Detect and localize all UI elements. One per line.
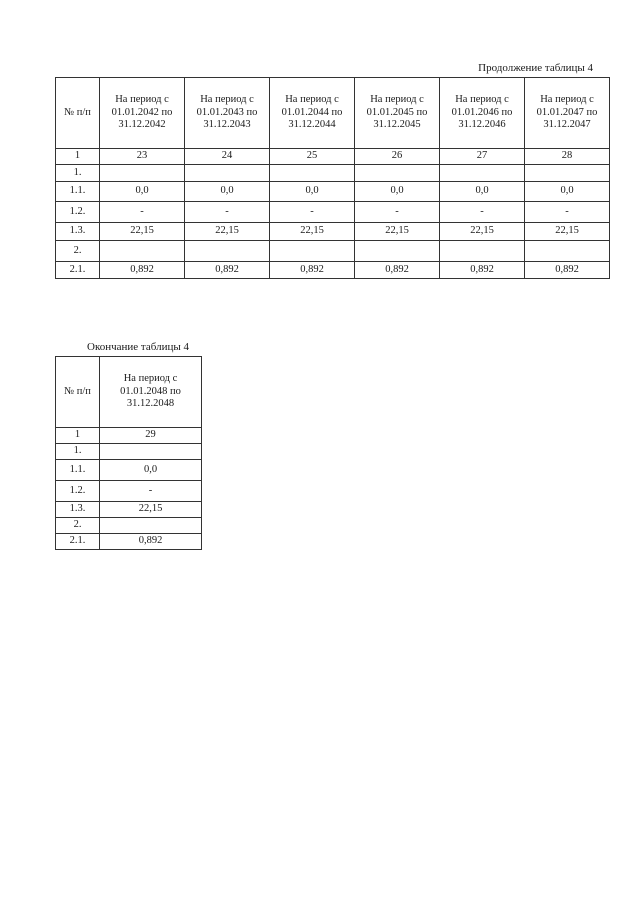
table-row [56, 502, 202, 518]
table-row [56, 202, 610, 223]
table-cell [440, 241, 525, 262]
table-cell [100, 444, 202, 460]
header-period: На период с 01.01.2046 по 31.12.2046 [440, 78, 525, 149]
table-header-row [56, 78, 610, 149]
table-cell [525, 165, 610, 182]
table-cell: 0,0 [525, 182, 610, 202]
table-cell: - [525, 202, 610, 223]
row-number: 1.3. [56, 223, 100, 241]
table-cell: - [355, 202, 440, 223]
header-num: № п/п [56, 357, 100, 428]
table-cell: 27 [440, 149, 525, 165]
table-row [56, 165, 610, 182]
table-cell: - [270, 202, 355, 223]
header-period: На период с 01.01.2042 по 31.12.2042 [100, 78, 185, 149]
header-period: На период с 01.01.2045 по 31.12.2045 [355, 78, 440, 149]
column-index-row [56, 428, 202, 444]
table-row [56, 460, 202, 481]
table-cell: 22,15 [525, 223, 610, 241]
table-cell: 22,15 [355, 223, 440, 241]
table-cell: 0,0 [100, 460, 202, 481]
row-number: 2. [56, 518, 100, 534]
table-cell: 0,892 [270, 262, 355, 279]
table-cell: - [100, 481, 202, 502]
row-number: 1.2. [56, 481, 100, 502]
table-row [56, 534, 202, 550]
tariff-table-ending [55, 356, 202, 550]
row-number: 1.3. [56, 502, 100, 518]
table-cell: - [440, 202, 525, 223]
table-ending-caption: Окончание таблицы 4 [87, 341, 189, 353]
table-row [56, 223, 610, 241]
table-cell: 0,892 [440, 262, 525, 279]
row-number: 1.1. [56, 182, 100, 202]
header-num: № п/п [56, 78, 100, 149]
table-cell: - [100, 202, 185, 223]
table-cell: 0,892 [100, 534, 202, 550]
table-cell: 0,0 [270, 182, 355, 202]
table-cell: 22,15 [100, 502, 202, 518]
tariff-table-continuation [55, 77, 610, 279]
table-cell [100, 241, 185, 262]
row-number: 1. [56, 444, 100, 460]
table-row [56, 481, 202, 502]
table-cell: 26 [355, 149, 440, 165]
table-cell: 0,892 [355, 262, 440, 279]
table-row [56, 182, 610, 202]
table-row [56, 262, 610, 279]
row-number: 2.1. [56, 262, 100, 279]
table-cell: 22,15 [440, 223, 525, 241]
table-cell [185, 165, 270, 182]
column-index-row [56, 149, 610, 165]
table-cell [355, 165, 440, 182]
table-cell: 0,0 [440, 182, 525, 202]
table-cell: 28 [525, 149, 610, 165]
table-header-row [56, 357, 202, 428]
table-row [56, 518, 202, 534]
table-row [56, 444, 202, 460]
row-number: 2.1. [56, 534, 100, 550]
table-row [56, 241, 610, 262]
table-cell [100, 165, 185, 182]
row-number: 2. [56, 241, 100, 262]
table-cell: 29 [100, 428, 202, 444]
table-cell: 1 [56, 149, 100, 165]
table-cell: 1 [56, 428, 100, 444]
row-number: 1.2. [56, 202, 100, 223]
table-cell [270, 165, 355, 182]
table-cell [355, 241, 440, 262]
table-cell: 23 [100, 149, 185, 165]
row-number: 1. [56, 165, 100, 182]
table-cell: 24 [185, 149, 270, 165]
header-period: На период с 01.01.2048 по 31.12.2048 [100, 357, 202, 428]
table-cell: 0,0 [355, 182, 440, 202]
header-period: На период с 01.01.2043 по 31.12.2043 [185, 78, 270, 149]
table-cell: 22,15 [100, 223, 185, 241]
table-cell [525, 241, 610, 262]
table-cell: - [185, 202, 270, 223]
table-cell [270, 241, 355, 262]
table-cell [440, 165, 525, 182]
row-number: 1.1. [56, 460, 100, 481]
table-cell: 0,892 [185, 262, 270, 279]
table-cell: 0,0 [185, 182, 270, 202]
table-cell: 0,892 [525, 262, 610, 279]
table-cell: 0,892 [100, 262, 185, 279]
table-cell [185, 241, 270, 262]
table-continuation-caption: Продолжение таблицы 4 [478, 62, 593, 74]
table-cell: 0,0 [100, 182, 185, 202]
table-cell: 25 [270, 149, 355, 165]
table-cell [100, 518, 202, 534]
header-period: На период с 01.01.2047 по 31.12.2047 [525, 78, 610, 149]
header-period: На период с 01.01.2044 по 31.12.2044 [270, 78, 355, 149]
table-cell: 22,15 [270, 223, 355, 241]
table-cell: 22,15 [185, 223, 270, 241]
